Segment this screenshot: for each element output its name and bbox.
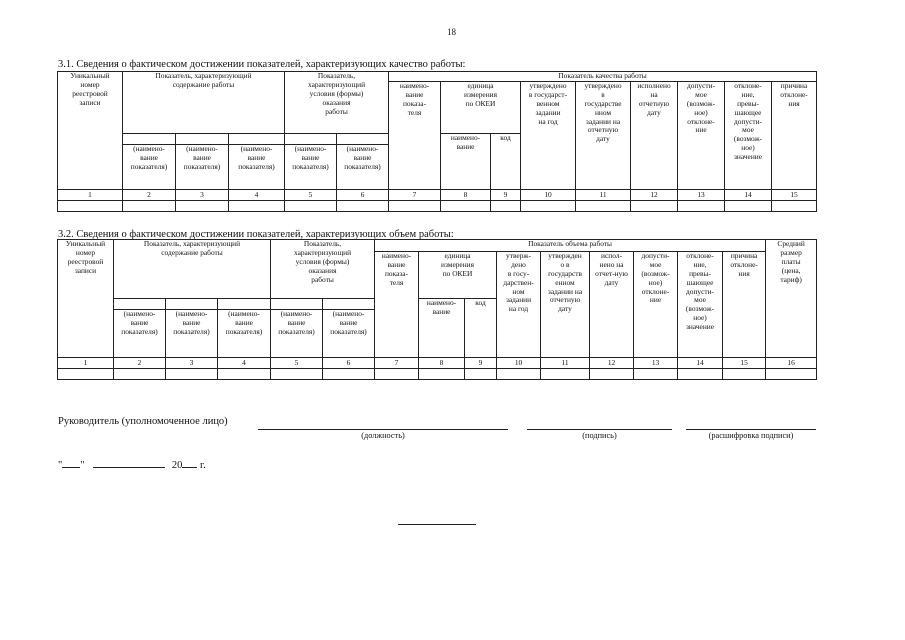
year-prefix: 20 <box>171 460 183 471</box>
data-cell <box>337 201 389 212</box>
column-number: 5 <box>271 358 323 369</box>
empty-cell <box>114 299 166 310</box>
data-cell <box>590 369 634 380</box>
header-approved-year: утверждено в государст- венном задании на год <box>521 82 576 190</box>
column-number: 9 <box>465 358 497 369</box>
blank-data-row <box>58 201 817 212</box>
column-number: 9 <box>491 190 521 201</box>
column-number: 5 <box>285 190 337 201</box>
column-number: 14 <box>678 358 723 369</box>
data-cell <box>631 201 678 212</box>
position-line <box>258 429 508 430</box>
blank-data-row <box>58 369 817 380</box>
empty-cell <box>337 134 389 145</box>
header-work-content: Показатель, характеризующий содержание работы <box>123 72 285 134</box>
date-quote-close: " <box>80 460 85 471</box>
header-work-conditions: Показатель, характеризующий условия (формы) оказания работы <box>285 72 389 134</box>
data-cell <box>725 201 772 212</box>
data-cell <box>166 369 218 380</box>
column-number: 16 <box>766 358 817 369</box>
date-quote-open: " <box>58 460 63 471</box>
section-3-1-title: 3.1. Сведения о фактическом достижении показателей, характеризующих качество работы: <box>58 59 466 70</box>
head-signature-label: Руководитель (уполномоченное лицо) <box>58 416 228 427</box>
empty-cell <box>229 134 285 145</box>
column-number: 12 <box>631 190 678 201</box>
data-cell <box>521 201 576 212</box>
column-number: 13 <box>634 358 678 369</box>
header-quality-indicator-group: Показатель качества работы <box>389 72 817 82</box>
indicator-name-placeholder: (наимено- вание показателя) <box>323 310 375 358</box>
data-cell <box>176 201 229 212</box>
month-blank <box>93 458 165 468</box>
empty-cell <box>176 134 229 145</box>
data-cell <box>323 369 375 380</box>
data-cell <box>678 201 725 212</box>
date-row <box>58 458 206 471</box>
column-number: 15 <box>723 358 766 369</box>
empty-cell <box>123 134 176 145</box>
column-number: 14 <box>725 190 772 201</box>
indicator-name-placeholder: (наимено- вание показателя) <box>218 310 271 358</box>
column-number: 7 <box>375 358 419 369</box>
column-number: 11 <box>576 190 631 201</box>
header-unit-name: наимено- вание <box>419 299 465 358</box>
column-number: 8 <box>441 190 491 201</box>
empty-cell <box>218 299 271 310</box>
header-unit-code: код <box>491 134 521 190</box>
data-cell <box>772 201 817 212</box>
header-executed: испол- нено на отчет-ную дату <box>590 252 634 358</box>
header-approved-report-date: утвержден о в государств енном задании на отчетную дату <box>541 252 590 358</box>
data-cell <box>389 201 441 212</box>
column-number: 15 <box>772 190 817 201</box>
data-cell <box>58 201 123 212</box>
year-blank <box>182 458 197 468</box>
header-executed: исполнено на отчетную дату <box>631 82 678 190</box>
column-number: 3 <box>166 358 218 369</box>
empty-cell <box>166 299 218 310</box>
header-unit-okei: единица измерения по ОКЕИ <box>419 252 497 299</box>
indicator-name-placeholder: (наимено- вание показателя) <box>176 145 229 190</box>
data-cell <box>114 369 166 380</box>
data-cell <box>218 369 271 380</box>
column-number: 7 <box>389 190 441 201</box>
column-number: 4 <box>229 190 285 201</box>
header-approved-year: утверж- дено в госу- дарствен- ном задании на год <box>497 252 541 358</box>
quality-indicators-table <box>57 71 817 212</box>
data-cell <box>229 201 285 212</box>
header-average-fee: Средний размер платы (цена, тариф) <box>766 240 817 358</box>
indicator-name-placeholder: (наимено- вание показателя) <box>166 310 218 358</box>
header-deviation-reason: причина отклоне- ния <box>772 82 817 190</box>
data-cell <box>497 369 541 380</box>
page-number: 18 <box>447 27 456 37</box>
header-work-conditions: Показатель, характеризующий условия (формы) оказания работы <box>271 240 375 299</box>
header-registry-number: Уникальный номер реестровой записи <box>58 72 123 190</box>
data-cell <box>465 369 497 380</box>
header-excess-deviation: отклоне- ние, превы- шающее допусти- мое (возмож- ное) значение <box>725 82 772 190</box>
header-unit-okei: единица измерения по ОКЕИ <box>441 82 521 134</box>
data-cell <box>491 201 521 212</box>
indicator-name-placeholder: (наимено- вание показателя) <box>285 145 337 190</box>
data-cell <box>541 369 590 380</box>
day-blank <box>62 458 80 468</box>
signature-decipher-line <box>686 429 816 430</box>
header-indicator-name: наимено- вание показа- теля <box>375 252 419 358</box>
signature-decipher-caption: (расшифровка подписи) <box>708 431 794 440</box>
data-cell <box>634 369 678 380</box>
column-number: 13 <box>678 190 725 201</box>
position-caption: (должность) <box>361 431 405 440</box>
empty-cell <box>323 299 375 310</box>
header-unit-name: наимено- вание <box>441 134 491 190</box>
header-registry-number: Уникальный номер реестровой записи <box>58 240 114 358</box>
column-number: 4 <box>218 358 271 369</box>
header-approved-report-date: утверждено в государстве нном задании на отчетную дату <box>576 82 631 190</box>
header-deviation-reason: причина отклоне- ния <box>723 252 766 358</box>
column-number: 2 <box>123 190 176 201</box>
data-cell <box>576 201 631 212</box>
year-suffix: г. <box>199 460 206 471</box>
header-indicator-name: наимено- вание показа- теля <box>389 82 441 190</box>
column-number: 10 <box>521 190 576 201</box>
signature-caption: (подпись) <box>582 431 617 440</box>
data-cell <box>271 369 323 380</box>
empty-cell <box>271 299 323 310</box>
header-excess-deviation: отклоне- ние, превы- шающее допусти- мое (возмож- ное) значение <box>678 252 723 358</box>
column-number: 3 <box>176 190 229 201</box>
header-volume-indicator-group: Показатель объема работы <box>375 240 766 252</box>
indicator-name-placeholder: (наимено- вание показателя) <box>229 145 285 190</box>
column-number: 2 <box>114 358 166 369</box>
header-work-content: Показатель, характеризующий содержание работы <box>114 240 271 299</box>
header-allowed-deviation: допусти- мое (возмож- ное) отклоне- ние <box>634 252 678 358</box>
column-number: 1 <box>58 190 123 201</box>
data-cell <box>678 369 723 380</box>
data-cell <box>441 201 491 212</box>
column-number: 11 <box>541 358 590 369</box>
volume-indicators-table <box>57 239 817 380</box>
header-unit-code: код <box>465 299 497 358</box>
column-number: 6 <box>323 358 375 369</box>
data-cell <box>766 369 817 380</box>
column-number: 12 <box>590 358 634 369</box>
data-cell <box>375 369 419 380</box>
data-cell <box>58 369 114 380</box>
header-allowed-deviation: допусти- мое (возмож- ное) отклоне- ние <box>678 82 725 190</box>
indicator-name-placeholder: (наимено- вание показателя) <box>123 145 176 190</box>
signature-line <box>527 429 672 430</box>
indicator-name-placeholder: (наимено- вание показателя) <box>337 145 389 190</box>
indicator-name-placeholder: (наимено- вание показателя) <box>271 310 323 358</box>
section-3-2-title: 3.2. Сведения о фактическом достижении показателей, характеризующих объем работы: <box>58 229 454 240</box>
column-number: 6 <box>337 190 389 201</box>
column-number: 1 <box>58 358 114 369</box>
data-cell <box>419 369 465 380</box>
footnote-separator <box>398 524 476 525</box>
data-cell <box>123 201 176 212</box>
indicator-name-placeholder: (наимено- вание показателя) <box>114 310 166 358</box>
data-cell <box>285 201 337 212</box>
empty-cell <box>285 134 337 145</box>
data-cell <box>723 369 766 380</box>
column-number: 10 <box>497 358 541 369</box>
column-number: 8 <box>419 358 465 369</box>
